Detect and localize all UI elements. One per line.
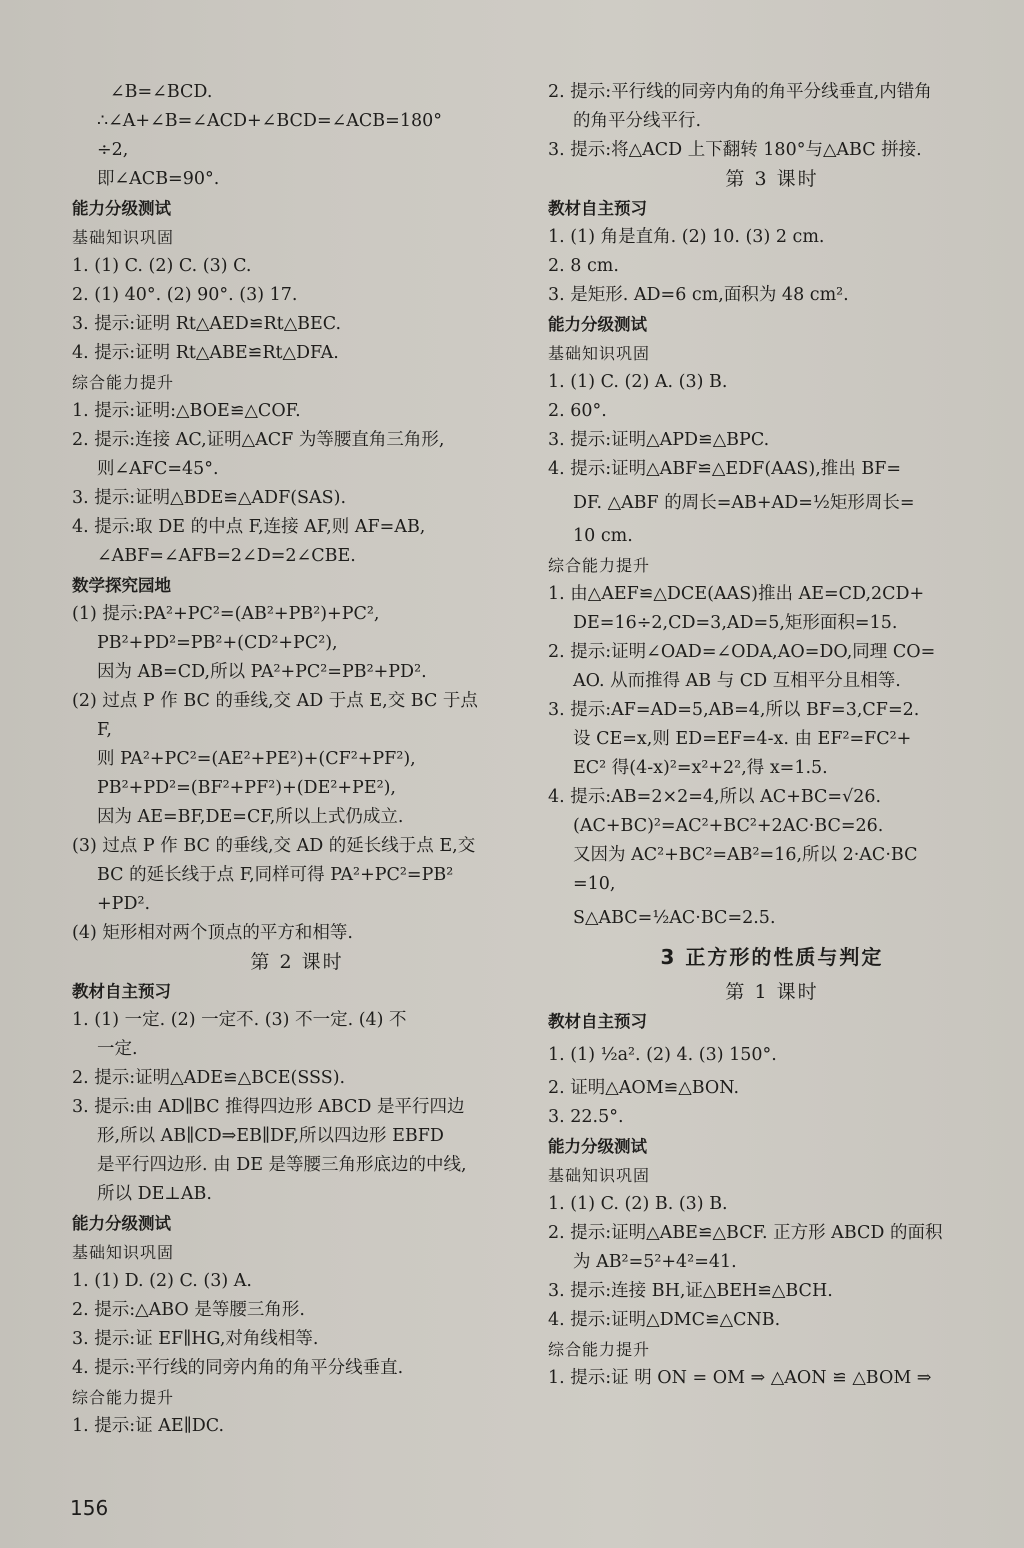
left-column-line: (2) 过点 P 作 BC 的垂线,交 AD 于点 E,交 BC 于点 — [72, 691, 478, 711]
left-column-line: 综合能力提升 — [72, 1388, 175, 1407]
left-column-line: (3) 过点 P 作 BC 的垂线,交 AD 的延长线于点 E,交 — [72, 836, 476, 856]
right-column-line: 为 AB²=5²+4²=41. — [573, 1252, 737, 1272]
right-column-line: 3. 22.5°. — [548, 1107, 624, 1127]
left-column-line: 因为 AE=BF,DE=CF,所以上式仍成立. — [97, 807, 404, 827]
right-column-line: 第 3 课时 — [725, 168, 819, 190]
right-column-line: 3 正方形的性质与判定 — [660, 945, 884, 969]
right-column-line: AO. 从而推得 AB 与 CD 互相平分且相等. — [573, 671, 901, 691]
left-column-line: +PD². — [97, 894, 151, 914]
right-column-line: 基础知识巩固 — [548, 1166, 651, 1185]
right-column-line: =10, — [573, 874, 616, 894]
left-column-line: 1. 提示:证 AE∥DC. — [72, 1416, 225, 1436]
right-column-line: 3. 提示:将△ACD 上下翻转 180°与△ABC 拼接. — [548, 140, 922, 160]
left-column-line: F, — [97, 720, 112, 740]
right-column-line: 3. 提示:连接 BH,证△BEH≌△BCH. — [548, 1281, 833, 1301]
right-column-line: 教材自主预习 — [548, 199, 647, 218]
left-column — [72, 78, 522, 1441]
left-column-line: 综合能力提升 — [72, 373, 175, 392]
right-column-line: DF. △ABF 的周长=AB+AD=½矩形周长= — [573, 493, 915, 513]
right-column-line: 4. 提示:证明△DMC≌△CNB. — [548, 1310, 781, 1330]
right-column-line: 教材自主预习 — [548, 1012, 647, 1031]
right-column-line: 2. 提示:平行线的同旁内角的角平分线垂直,内错角 — [548, 82, 932, 102]
left-column-line: 基础知识巩固 — [72, 1243, 175, 1262]
right-column-line: 2. 8 cm. — [548, 256, 619, 276]
left-column-line: BC 的延长线于点 F,同样可得 PA²+PC²=PB² — [97, 865, 454, 885]
left-column-line: 所以 DE⊥AB. — [97, 1184, 212, 1204]
left-column-line: (4) 矩形相对两个顶点的平方和相等. — [72, 923, 353, 943]
left-column-line: 1. (1) C. (2) C. (3) C. — [72, 256, 252, 276]
left-column-line: 即∠ACB=90°. — [97, 169, 220, 189]
left-column-line: 3. 提示:证 EF∥HG,对角线相等. — [72, 1329, 319, 1349]
left-column-line: PB²+PD²=(BF²+PF²)+(DE²+PE²), — [97, 778, 396, 798]
right-column-line: 的角平分线平行. — [573, 111, 702, 131]
page-number: 156 — [70, 1496, 109, 1520]
left-column-line: 3. 提示:证明△BDE≌△ADF(SAS). — [72, 488, 347, 508]
left-column-line: 3. 提示:证明 Rt△AED≌Rt△BEC. — [72, 314, 342, 334]
right-column-line: 2. 提示:证明△ABE≌△BCF. 正方形 ABCD 的面积 — [548, 1223, 943, 1243]
left-column-line: ÷2, — [97, 140, 129, 160]
left-column-line: 能力分级测试 — [72, 1214, 171, 1233]
right-column-line: 第 1 课时 — [725, 981, 819, 1003]
left-column-line: 因为 AB=CD,所以 PA²+PC²=PB²+PD². — [97, 662, 427, 682]
left-column-line: 4. 提示:证明 Rt△ABE≌Rt△DFA. — [72, 343, 339, 363]
left-column-line: 是平行四边形. 由 DE 是等腰三角形底边的中线, — [97, 1155, 467, 1175]
left-column-line: 1. (1) 一定. (2) 一定不. (3) 不一定. (4) 不 — [72, 1010, 407, 1030]
left-column-line: 3. 提示:由 AD∥BC 推得四边形 ABCD 是平行四边 — [72, 1097, 465, 1117]
right-column-line: 设 CE=x,则 ED=EF=4-x. 由 EF²=FC²+ — [573, 729, 912, 749]
right-column-line: 2. 提示:证明∠OAD=∠ODA,AO=DO,同理 CO= — [548, 642, 936, 662]
right-column-line: 10 cm. — [573, 526, 633, 546]
left-column-line: ∠B=∠BCD. — [110, 82, 213, 102]
right-column-line: 2. 60°. — [548, 401, 607, 421]
left-column-line: (1) 提示:PA²+PC²=(AB²+PB²)+PC², — [72, 604, 380, 624]
left-column-line: 4. 提示:取 DE 的中点 F,连接 AF,则 AF=AB, — [72, 517, 426, 537]
left-column-line: 第 2 课时 — [250, 951, 344, 973]
right-column-line: 2. 证明△AOM≌△BON. — [548, 1078, 740, 1098]
right-column-line: 能力分级测试 — [548, 1137, 647, 1156]
left-column-line: 数学探究园地 — [72, 576, 171, 595]
left-column-line: ∠ABF=∠AFB=2∠D=2∠CBE. — [97, 546, 356, 566]
right-column-line: (AC+BC)²=AC²+BC²+2AC·BC=26. — [573, 816, 884, 836]
left-column-line: 形,所以 AB∥CD⇒EB∥DF,所以四边形 EBFD — [97, 1126, 444, 1146]
right-column-line: DE=16÷2,CD=3,AD=5,矩形面积=15. — [573, 613, 898, 633]
left-column-line: 2. 提示:连接 AC,证明△ACF 为等腰直角三角形, — [72, 430, 445, 450]
left-column-line: 1. 提示:证明:△BOE≌△COF. — [72, 401, 301, 421]
left-column-line: 2. (1) 40°. (2) 90°. (3) 17. — [72, 285, 298, 305]
left-column-line: 则 PA²+PC²=(AE²+PE²)+(CF²+PF²), — [97, 749, 416, 769]
right-column-line: 3. 提示:证明△APD≌△BPC. — [548, 430, 770, 450]
right-column-line: 综合能力提升 — [548, 1340, 651, 1359]
right-column-line: 又因为 AC²+BC²=AB²=16,所以 2·AC·BC — [573, 845, 918, 865]
right-column-line: 1. (1) 角是直角. (2) 10. (3) 2 cm. — [548, 227, 825, 247]
right-column-line: 综合能力提升 — [548, 556, 651, 575]
left-column-line: 则∠AFC=45°. — [97, 459, 219, 479]
left-column-line: ∴∠A+∠B=∠ACD+∠BCD=∠ACB=180° — [97, 111, 442, 131]
right-column-line: S△ABC=½AC·BC=2.5. — [573, 908, 776, 928]
right-column-line: 4. 提示:证明△ABF≌△EDF(AAS),推出 BF= — [548, 459, 902, 479]
left-column-line: 基础知识巩固 — [72, 228, 175, 247]
left-column-line: 2. 提示:△ABO 是等腰三角形. — [72, 1300, 305, 1320]
left-column-line: PB²+PD²=PB²+(CD²+PC²), — [97, 633, 338, 653]
left-column-line: 4. 提示:平行线的同旁内角的角平分线垂直. — [72, 1358, 404, 1378]
right-column-line: 1. 提示:证 明 ON = OM ⇒ △AON ≌ △BOM ⇒ — [548, 1368, 932, 1388]
left-column-line: 1. (1) D. (2) C. (3) A. — [72, 1271, 252, 1291]
left-column-line: 教材自主预习 — [72, 982, 171, 1001]
left-column-line: 2. 提示:证明△ADE≌△BCE(SSS). — [72, 1068, 346, 1088]
right-column — [548, 78, 996, 1393]
left-column-line: 一定. — [97, 1039, 138, 1059]
right-column-line: 基础知识巩固 — [548, 344, 651, 363]
right-column-line: 1. (1) C. (2) A. (3) B. — [548, 372, 728, 392]
right-column-line: 1. (1) ½a². (2) 4. (3) 150°. — [548, 1045, 777, 1065]
right-column-line: 能力分级测试 — [548, 315, 647, 334]
right-column-line: 1. (1) C. (2) B. (3) B. — [548, 1194, 728, 1214]
right-column-line: EC² 得(4-x)²=x²+2²,得 x=1.5. — [573, 758, 828, 778]
right-column-line: 3. 是矩形. AD=6 cm,面积为 48 cm². — [548, 285, 849, 305]
right-column-line: 1. 由△AEF≌△DCE(AAS)推出 AE=CD,2CD+ — [548, 584, 925, 604]
right-column-line: 4. 提示:AB=2×2=4,所以 AC+BC=√26. — [548, 787, 882, 807]
right-column-line: 3. 提示:AF=AD=5,AB=4,所以 BF=3,CF=2. — [548, 700, 920, 720]
left-column-line: 能力分级测试 — [72, 199, 171, 218]
